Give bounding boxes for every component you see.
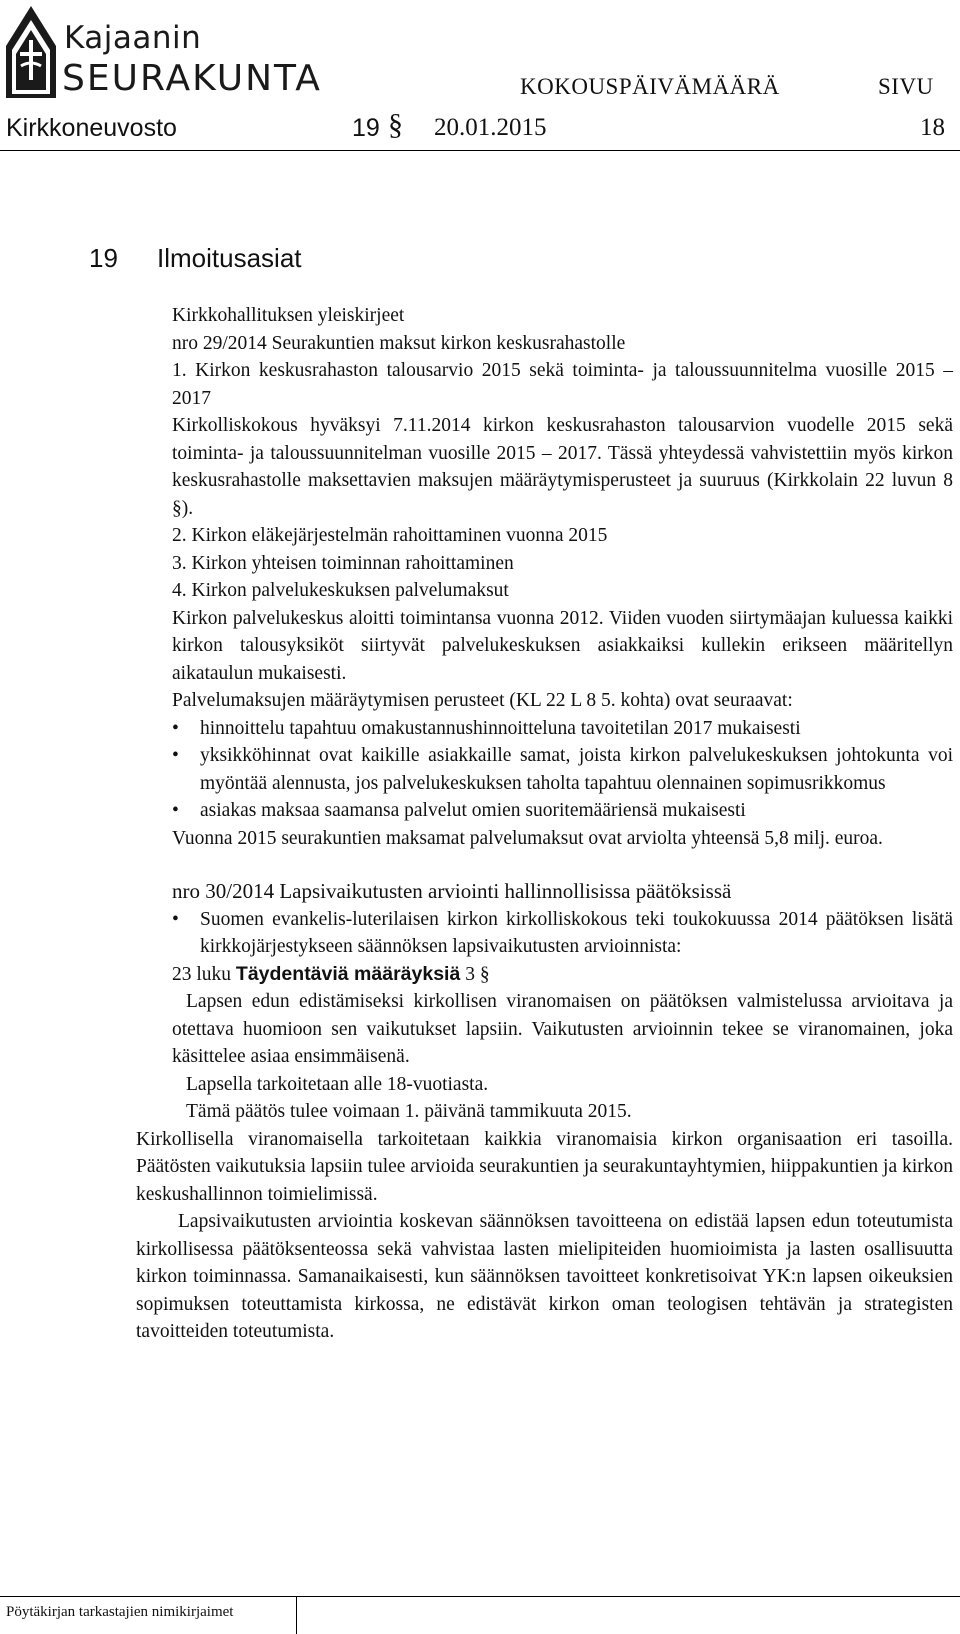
header-section-sign: § <box>388 108 403 141</box>
list-item: • asiakas maksaa saamansa palvelut omien suoritemääriensä mukaisesti <box>172 797 953 825</box>
paragraph: nro 29/2014 Seurakuntien maksut kirkon keskusrahastolle <box>172 332 626 354</box>
paragraph: Lapsen edun edistämiseksi kirkollisen viranomaisen on päätöksen valmistelussa arvioitava ja otettava huomioon sen vaikutukset lapsiin. Vaikutusten arvioinnin tekee se viranomainen, joka käsittelee asiaa ensimmäisenä. <box>172 991 953 1067</box>
parish-logo <box>6 6 336 98</box>
list-item: • yksikköhinnat ovat kaikille asiakkaille samat, joista kirkon palvelukeskuksen johtokunta voi myöntää alennusta, jos palvelukeskuksen taholta tapahtuu olennainen sopimusrikkomus <box>172 742 953 797</box>
header-section-number: 19 <box>352 114 380 142</box>
subheading: nro 30/2014 Lapsivaikutusten arviointi hallinnollisissa päätöksissä <box>172 879 732 903</box>
bullet-icon: • <box>172 745 179 766</box>
header-page-label: SIVU <box>878 74 934 99</box>
list-item: • hinnoittelu tapahtuu omakustannushinnoitteluna tavoitetilan 2017 mukaisesti <box>172 715 953 743</box>
paragraph: Tämä päätös tulee voimaan 1. päivänä tammikuuta 2015. <box>186 1101 632 1122</box>
bullet-icon: • <box>172 800 179 821</box>
paragraph: 3. Kirkon yhteisen toiminnan rahoittaminen <box>172 552 514 574</box>
church-logo-icon <box>6 6 56 98</box>
header-divider <box>0 150 960 151</box>
footer-divider <box>0 1596 960 1597</box>
bullet-list <box>172 715 953 825</box>
paragraph: Vuonna 2015 seurakuntien maksamat palvelumaksut ovat arviolta yhteensä 5,8 milj. euroa. <box>172 827 883 849</box>
section-number: 19 <box>89 243 118 273</box>
document-body <box>136 302 953 1346</box>
logo-text-kajaanin: Kajaanin <box>64 20 202 56</box>
paragraph: Kirkolliskokous hyväksyi 7.11.2014 kirkon keskusrahaston talousarvion vuodelle 2015 sekä toiminta- ja taloussuunnitelman vuosille 2015 – 2017. Tässä yhteydessä vahvistettiin myös kirkon keskusrahastolle maksettavien maksujen määräytymisperusteet ja suuruus (Kirkkolain 22 luvun 8 §). <box>172 415 953 519</box>
paragraph: 1. Kirkon keskusrahaston talousarvio 2015 sekä toiminta- ja taloussuunnitelma vuosille 2015 – 2017 <box>172 360 953 409</box>
header-date: 20.01.2015 <box>434 114 547 141</box>
footer-signature-label: Pöytäkirjan tarkastajien nimikirjaimet <box>6 1604 234 1620</box>
paragraph: Lapsivaikutusten arviointia koskevan säännöksen tavoitteena on edistää lapsen edun toteutumista kirkollisessa päätöksenteossa sekä vahvistaa lasten mielipiteiden huomioimista ja lasten osallisuutta kirkon toiminnassa. Samanaikaisesti, kun säännöksen tavoitteet konkretisoivat YK:n lapsen oikeuksien sopimuksen toteuttamista kirkossa, ne edistävät kirkon oman teologisen tehtävän ja strategisten tavoitteiden toteutumista. <box>136 1211 953 1342</box>
bullet-icon: • <box>172 717 179 739</box>
paragraph: 2. Kirkon eläkejärjestelmän rahoittaminen vuonna 2015 <box>172 525 608 546</box>
paragraph: 23 luku Täydentäviä määräyksiä 3 § <box>172 962 490 985</box>
header-page-number: 18 <box>920 114 945 141</box>
bullet-list <box>172 906 953 961</box>
paragraph: Kirkollisella viranomaisella tarkoitetaan kaikkia viranomaisia kirkon organisaation eri tasoilla. Päätösten vaikutuksia lapsiin tulee arvioida seurakuntien ja seurakuntayhtymien, hiippakuntien ja kirkon keskushallinnon toimielimissä. <box>136 1128 953 1205</box>
section-heading <box>89 243 302 274</box>
footer-vertical-divider <box>296 1596 297 1634</box>
header-date-label: KOKOUSPÄIVÄMÄÄRÄ <box>520 74 780 99</box>
header-body-name: Kirkkoneuvosto <box>6 114 177 142</box>
list-item: • Suomen evankelis-luterilaisen kirkon kirkolliskokous teki toukokuussa 2014 päätöksen lisätä kirkkojärjestykseen säännöksen lapsivaikutusten arvioinnista: <box>172 906 953 961</box>
bullet-icon: • <box>172 908 179 930</box>
paragraph: Palvelumaksujen määräytymisen perusteet (KL 22 L 8 5. kohta) ovat seuraavat: <box>172 690 793 711</box>
paragraph: Kirkon palvelukeskus aloitti toimintansa vuonna 2012. Viiden vuoden siirtymäajan kuluessa kaikki kirkon talousyksiköt siirtyvät palvelukeskuksen asiakkaiksi kullekin erikseen määritellyn aikataulun mukaisesti. <box>172 607 953 684</box>
paragraph: 4. Kirkon palvelukeskuksen palvelumaksut <box>172 580 509 601</box>
paragraph: Kirkkohallituksen yleiskirjeet <box>172 305 405 326</box>
paragraph: Lapsella tarkoitetaan alle 18-vuotiasta. <box>186 1073 489 1095</box>
logo-text-seurakunta: SEURAKUNTA <box>62 58 322 99</box>
bold-text: Täydentäviä määräyksiä <box>235 962 461 985</box>
section-title: Ilmoitusasiat <box>157 243 302 273</box>
